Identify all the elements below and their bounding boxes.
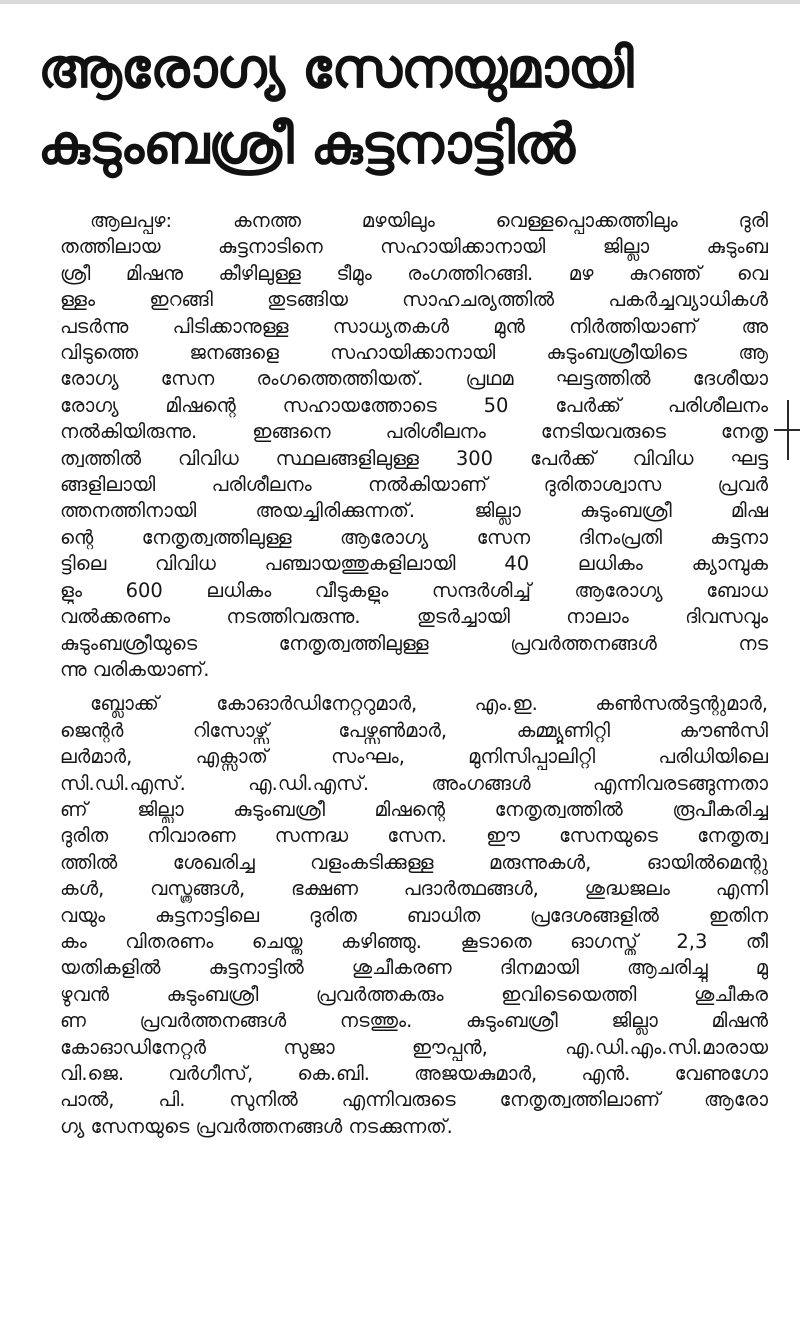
article-line: കം വിതരണം ചെയ്തു കഴിഞ്ഞു. കൂടാതെ ഓഗസ്ത് 2,3 തീ <box>60 929 768 953</box>
article-line: ന്റെ നേതൃത്വത്തിലുള്ള ആരോഗ്യ സേന ദിനംപ്രതി കുട്ടനാ <box>60 525 768 549</box>
article-line: വി.ജെ. വർഗീസ്, കെ.ബി. അജയകുമാർ, എൻ. വേണുഗോ <box>60 1062 768 1085</box>
article-line: ശ്രീ മിഷനു കീഴിലുള്ള ടീമും രംഗത്തിറങ്ങി. മഴ കുറഞ്ഞ് വെ <box>60 261 768 285</box>
crosshair-cursor-icon <box>774 400 800 460</box>
article-line: ത്വത്തിൽ വിവിധ സ്ഥലങ്ങളിലുള്ള 300 പേർക്ക് വിവിധ ഘട്ട <box>60 446 768 470</box>
article-line: കുടുംബശ്രീയുടെ നേതൃത്വത്തിലുള്ള പ്രവർത്തനങ്ങൾ നട <box>60 631 768 655</box>
article-line: ദുരിത നിവാരണ സന്നദ്ധ സേന. ഈ സേനയുടെ നേതൃത്വ <box>60 824 768 848</box>
headline-line-1: ആരോഗ്യ സേനയുമായി <box>38 36 633 100</box>
headline <box>38 30 768 182</box>
article-line: പടർന്നു പിടിക്കാനുള്ള സാധ്യതകൾ മുൻ നിർത്തിയാണ് അ <box>60 314 768 338</box>
article-line: ആലപ്പുഴ: കനത്ത മഴയിലും വെള്ളപ്പൊക്കത്തിലും ദുരി <box>90 209 768 232</box>
article-line: രോഗ്യ സേന രംഗത്തെത്തിയത്. പ്രഥമ ഘട്ടത്തിൽ ദേശീയാ <box>60 367 768 391</box>
article-line: ട്ടിലെ വിവിധ പഞ്ചായത്തുകളിലായി 40 ലധികം ക്യാമ്പുക <box>60 552 768 576</box>
article-line: വിടുത്തെ ജനങ്ങളെ സഹായിക്കാനായി കുടുംബശ്രീയിടെ ആ <box>60 341 768 365</box>
article-line: കൾ, വസ്ത്രങ്ങൾ, ഭക്ഷണ പദാർത്ഥങ്ങൾ, ശുദ്ധജലം എന്നി <box>60 877 768 901</box>
article-line: തത്തിലായ കുട്ടനാടിനെ സഹായിക്കാനായി ജില്ലാ കുടുംബ <box>60 235 768 259</box>
article-line: രോഗ്യ മിഷന്റെ സഹായത്തോടെ 50 പേർക്ക് പരിശീലനം <box>60 393 768 417</box>
article-line: ണ് ജില്ലാ കുടുംബശ്രീ മിഷന്റെ നേതൃത്വത്തിൽ രൂപീകരിച്ച <box>60 797 768 821</box>
article-paragraph-2 <box>60 691 768 1140</box>
top-edge-strip <box>0 0 800 4</box>
article-body <box>60 208 768 1140</box>
headline-line-2: കുടുംബശ്രീ കുട്ടനാട്ടിൽ <box>38 112 575 176</box>
article-line: ജെന്റർ റിസോഴ്സ് പേഴ്സൺമാർ, കമ്മ്യൂണിറ്റി കൗൺസി <box>60 718 768 742</box>
article-paragraph-1 <box>60 208 768 683</box>
article-line: യതികളിൽ കുട്ടനാട്ടിൽ ശുചീകരണ ദിനമായി ആചരിച്ചു മു <box>60 956 768 980</box>
article-line: ത്തനത്തിനായി അയച്ചിരിക്കുന്നത്. ജില്ലാ കുടുംബശ്രീ മിഷ <box>60 499 768 523</box>
article-line: ളും 600 ലധികം വീടുകളും സന്ദർശിച്ച് ആരോഗ്യ ബോധ <box>60 578 768 602</box>
article-line: ള്ളം ഇറങ്ങി തുടങ്ങിയ സാഹചര്യത്തിൽ പകർച്ചവ്യാധികൾ <box>60 288 768 312</box>
article-line: ബ്ലോക്ക് കോഓർഡിനേറ്ററുമാർ, എം.ഇ. കൺസൽട്ടന്റുമാർ, <box>90 692 768 716</box>
article-line: ലർമാർ, എക്സാത് സംഘം, മുനിസിപ്പാലിറ്റി പരിധിയിലെ <box>60 745 768 769</box>
article-line: ത്തിൽ ശേഖരിച്ച വളംകടിക്കുള്ള മരുന്നുകൾ, ഓയിൽമെന്റു <box>60 850 768 874</box>
article-line: കോഓഡിനേറ്റർ സുജാ ഈപ്പൻ, എ.ഡി.എം.സി.മാരായ <box>60 1035 768 1059</box>
article-line: പാൽ, പി. സുനിൽ എന്നിവരുടെ നേതൃത്വത്തിലാണ് ആരോ <box>60 1088 768 1112</box>
article-line: ണ പ്രവർത്തനങ്ങൾ നടത്തും. കുടുംബശ്രീ ജില്ലാ മിഷൻ <box>60 1009 768 1033</box>
article-line: ഗ്യ സേനയുടെ പ്രവർത്തനങ്ങൾ നടക്കുന്നത്. <box>60 1114 453 1138</box>
article-line: വയും കുട്ടനാട്ടിലെ ദുരിത ബാധിത പ്രദേശങ്ങളിൽ ഇതിന <box>60 903 768 927</box>
article-line: നൽകിയിരുന്നു. ഇങ്ങനെ പരിശീലനം നേടിയവരുടെ നേതൃ <box>60 420 768 444</box>
newspaper-clipping <box>38 30 768 1320</box>
article-line: ങ്ങളിലായി പരിശീലനം നൽകിയാണ് ദുരിതാശ്വാസ പ്രവർ <box>60 473 768 497</box>
article-line: വൽക്കരണം നടത്തിവരുന്നു. തുടർച്ചായി നാലാം ദിവസവും <box>60 605 768 629</box>
article-line: ന്നു വരികയാണ്. <box>60 657 210 681</box>
article-line: ഴുവൻ കുടുംബശ്രീ പ്രവർത്തകരും ഇവിടെയെത്തി ശുചീകര <box>60 982 768 1006</box>
article-line: സി.ഡി.എസ്. എ.ഡി.എസ്. അംഗങ്ങൾ എന്നിവരടങ്ങുന്നതാ <box>60 771 768 795</box>
